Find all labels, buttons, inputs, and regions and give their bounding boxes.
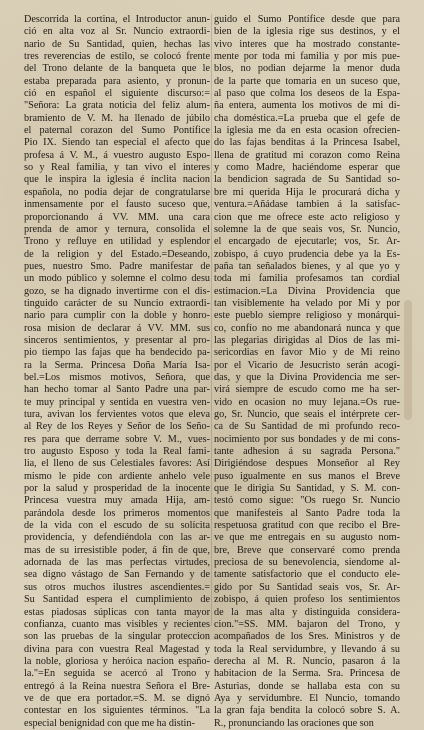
text-line: zobispo, á cuyo prudencia debe ya la Es-: [214, 248, 400, 260]
text-line: go, Sr. Nuncio, que seais el intérprete cer-: [214, 409, 400, 420]
text-line: toda mi familia profesamos tan cordial: [214, 273, 400, 285]
text-line: bien de la iglesia rige sus destinos, y el: [214, 26, 400, 38]
text-line: testó como sigue: "Os ruego Sr. Nuncio: [214, 495, 400, 507]
text-line: la noble, gloriosa y heróica nacion españo-: [24, 655, 210, 667]
text-line: preciosa de su benevolencia, siendome al-: [214, 557, 400, 569]
text-line: sinceros sentimientos, y presentar al pro-: [24, 334, 210, 346]
text-line: toda la Real servidumbre, y llevando á su: [214, 643, 400, 655]
text-line: ció en español el siguiente discurso:=: [24, 88, 210, 100]
text-line: adornada de las mas perfectas virtudes,: [24, 557, 210, 569]
text-line: llena de gratitud mi corazon como Reina: [214, 149, 400, 161]
text-line: española, no podia dejar de congratularse: [24, 186, 210, 198]
text-line: acompañados de los Sres. Ministros y de: [214, 631, 400, 643]
text-line: gido por Su Santidad seais vos, Sr. Ar-: [214, 581, 400, 593]
text-line: sea digno vástago de San Fernando y de: [24, 569, 210, 581]
text-line: que le inspira la iglesia é ínclita nacion: [24, 174, 210, 186]
text-line: especial benignidad con que me ha distin-: [24, 717, 195, 729]
text-line: puso igualmente en sus manos el Breve: [214, 470, 400, 482]
text-line: rosa mision de declarar á VV. MM. sus: [24, 322, 210, 334]
text-line: ra la Serma. Princesa Doña María Isa-: [24, 359, 210, 371]
text-line: han hecho tomar al Santo Padre una par-: [24, 384, 210, 396]
text-line: Su Santidad espera el cumplimiento de: [24, 594, 210, 606]
text-line: te muy principal y sentida en vuestra ven-: [24, 396, 210, 408]
text-line: de la mas alta y distinguida considera-: [214, 606, 400, 618]
text-line: el encargado de ejecutarle; vos, Sr. Ar-: [214, 236, 400, 248]
text-line: lia, el lleno de sus Celestiales favores: Así: [24, 458, 210, 470]
text-line: nocimiento por sus bondades y de mi cons-: [214, 433, 400, 445]
text-line: bramiento de V. M. ha llenado de júbilo: [24, 112, 210, 124]
text-line: Princesa vuestra muy amada Hija, am-: [24, 495, 210, 507]
text-line: paña tan señalados bienes, y al que yo y: [214, 260, 400, 272]
text-line: que le dirigia Su Santidad, y S. M. con-: [214, 483, 400, 495]
text-line: confianza, cuanto mas visibles y recientes: [24, 618, 210, 630]
text-column-right: [214, 14, 400, 730]
text-line: las plegarias dirigidas al Dios de las mi-: [214, 334, 400, 346]
text-line: Asturias, donde se hallaba esta con su: [214, 680, 400, 692]
text-line: al Rey de los Reyes y Señor de los Seño-: [24, 421, 210, 433]
text-line: sus otros muchos ilustres ascendientes.=: [24, 581, 210, 593]
text-line: estaba preparada para asiento, y pronun-: [24, 75, 210, 87]
text-line: pues, nuestro Smo. Padre manifestar de: [24, 260, 210, 272]
text-line: parándola desde los primeros momentos: [24, 507, 210, 519]
text-line: profesa á V. M., á vuestro augusto Espo-: [24, 149, 210, 161]
text-line: divina para con vuestra Real Magestad y: [24, 643, 210, 655]
text-line: contestar en los siguientes términos. "La: [24, 705, 210, 717]
text-line: de la religion y del Estado.=Deseando,: [24, 248, 210, 260]
text-line: Aya y servidumbre. El Nuncio, tomando: [214, 692, 400, 704]
text-line: el paternal corazon del Sumo Pontífice: [24, 125, 210, 137]
text-line: habitacion de la Serma. Sra. Princesa de: [214, 668, 400, 680]
text-line: pio tiempo las fajas que ha bendecido pa-: [24, 347, 210, 359]
text-line: vivo interes que ha mostrado constante-: [214, 38, 400, 50]
text-line: tro augusto Esposo y toda la Real fami-: [24, 446, 210, 458]
text-line: por el Vicario de Jesucristo serán acogi-: [214, 359, 400, 371]
text-line: blos, no podian dejarme la menor duda: [214, 63, 400, 75]
text-line: tres reverencias de estilo, se colocó frente: [24, 51, 210, 63]
text-line: mas de su irresistible poder, á fin de que,: [24, 544, 210, 556]
text-line: ve que me entregais en su augusto nom-: [214, 532, 400, 544]
text-line: cion que me ofrece este acto religioso y: [214, 211, 400, 223]
text-line: de la parte que tomaria en un suceso que,: [214, 75, 400, 87]
text-line: entregó á la Reina nuestra Señora el Bre-: [24, 680, 210, 692]
text-line: so y Real familia, y tan vivo el interes: [24, 162, 210, 174]
text-line: del Trono delante de la banqueta que le: [24, 63, 210, 75]
text-line: virá siempre de escudo como me ha ser-: [214, 384, 400, 396]
text-line: por la salud y prosperidad de la inocente: [24, 483, 210, 495]
text-line: das, y que la Divina Providencia me ser-: [214, 371, 400, 383]
text-line: y como Madre, haciéndome esperar que: [214, 162, 400, 174]
text-line: bre mi querida Hija le procurará dicha y: [214, 186, 400, 198]
text-line: que manifesteis al Santo Padre toda la: [214, 507, 400, 519]
text-line: solemne la de que seais vos, Sr. Nuncio,: [214, 223, 400, 235]
text-line: proporcionando á VV. MM. una cara: [24, 211, 210, 223]
text-line: zobispo, á quien profeso los sentimientos: [214, 594, 400, 606]
text-line: providencia, y defendiéndola con las ar-: [24, 532, 210, 544]
text-line: la gran faja bendita la colocó sobre S. A.: [214, 705, 400, 717]
text-line: son las pruebas de la singular proteccion: [24, 631, 210, 643]
text-line: respetuosa gratitud con que recibo el Bre-: [214, 520, 400, 532]
text-line: "Señora: La grata noticia del feliz alum-: [24, 100, 210, 112]
text-line: tante adhesion á su sagrada Persona.": [214, 446, 400, 458]
text-line: la iglesia me da en esta ocasion ofrecien-: [214, 125, 400, 137]
text-line: res para que derrame sobre V. M., vues-: [24, 433, 210, 445]
text-line: gozo, se ha dignado invertirme con el dis-: [24, 285, 210, 297]
text-line: vido en ocasion no muy lejana.=Os rue-: [214, 396, 400, 408]
paper-stain: [404, 300, 412, 420]
text-line: Trono y refluye en utilidad y esplendor: [24, 236, 210, 248]
text-line: sericordias en favor Mio y de Mi reino: [214, 347, 400, 359]
text-line: la bendicion sagrada de Su Santidad so-: [214, 174, 400, 186]
text-column-left: [24, 14, 210, 730]
text-line: derecha al M. R. Nuncio, pasaron á la: [214, 655, 400, 667]
text-line: R., pronunciando las oraciones que son: [214, 717, 374, 729]
text-line: ca de Su Santidad de mi profundo reco-: [214, 421, 400, 433]
text-line: do las fajas benditas á la Princesa Isabel,: [214, 137, 400, 149]
text-line: nario para cumplir con la doble y honro-: [24, 310, 210, 322]
text-line: mismo le pide con ardiente anhelo vele: [24, 470, 210, 482]
text-line: estas piadosas súplicas con tanta mayor: [24, 606, 210, 618]
column-divider: [211, 14, 212, 626]
text-line: co, confío no me abandonará nunca y que: [214, 322, 400, 334]
text-line: ve de que era portador.=S. M. se dignó: [24, 692, 210, 704]
text-line: ció en alta voz al Sr. Nuncio extraordi-: [24, 26, 210, 38]
text-line: un modo público y solemne el colmo desu: [24, 273, 210, 285]
text-line: mente por toda mi familia y por mis pue-: [214, 51, 400, 63]
text-line: inmensamente por el fausto suceso que,: [24, 199, 210, 211]
text-line: tamente satisfactorio que el conducto ele-: [214, 569, 400, 581]
text-line: bel.=Los mismos motivos, Señora, que: [24, 371, 210, 383]
text-line: nario de Su Santidad, quien, hechas las: [24, 38, 210, 50]
text-line: Descorrida la cortina, el Introductor anun-: [24, 14, 210, 25]
text-line: al paso que colma los deseos de la Espa-: [214, 88, 400, 100]
text-line: ventura.=Añádase tambien á la satisfac-: [214, 199, 400, 211]
text-line: cha doméstica.=La prueba que el gefe de: [214, 112, 400, 124]
text-line: estimacion.=La Divina Providencia que: [214, 285, 400, 297]
text-line: de la vida con el escudo de su solícita: [24, 520, 210, 532]
text-line: prenda de amor y ternura, consolida el: [24, 223, 210, 235]
text-line: cion."=SS. MM. bajaron del Trono, y: [214, 618, 400, 630]
text-line: Pio IX. Siendo tan especial el afecto que: [24, 137, 210, 149]
text-line: Dirigiéndose despues Monseñor al Rey: [214, 458, 400, 470]
text-line: la."=En seguida se acercó al Trono y: [24, 668, 210, 680]
text-line: este pueblo siempre religioso y monárqui-: [214, 310, 400, 322]
text-line: tinguido carácter de su Nuncio extraordi-: [24, 297, 210, 309]
text-line: tan visiblemente ha velado por Mí y por: [214, 297, 400, 309]
text-line: guido el Sumo Pontífice desde que para: [214, 14, 400, 25]
text-line: tura, avivan los fervientes votos que eleva: [24, 409, 210, 420]
text-line: bre, Breve que conservaré como prenda: [214, 544, 400, 556]
text-line: ña entera, aumenta los motivos de mi di-: [214, 100, 400, 112]
